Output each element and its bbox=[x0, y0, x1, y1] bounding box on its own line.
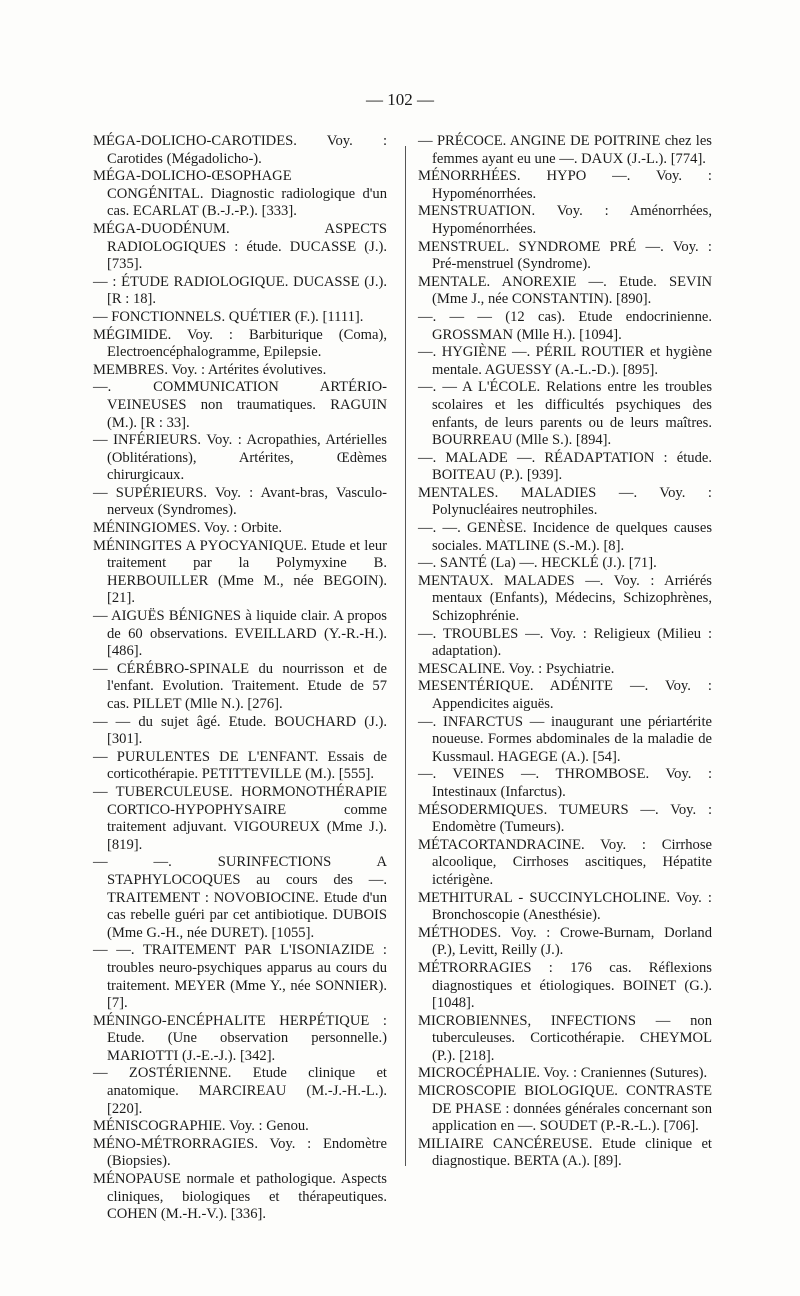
index-entry: MENSTRUEL. SYNDROME PRÉ —. Voy. : Pré-menstruel (Syndrome). bbox=[418, 238, 712, 273]
index-entry: —. TROUBLES —. Voy. : Religieux (Milieu : adaptation). bbox=[418, 625, 712, 660]
index-entry: — SUPÉRIEURS. Voy. : Avant-bras, Vasculo-nerveux (Syndromes). bbox=[93, 484, 387, 519]
index-entry: —. MALADE —. RÉADAPTATION : étude. BOITEAU (P.). [939]. bbox=[418, 449, 712, 484]
index-entry: MÉTACORTANDRACINE. Voy. : Cirrhose alcoolique, Cirrhoses ascitiques, Hépatite ictérigène. bbox=[418, 836, 712, 888]
index-entry: MICROSCOPIE BIOLOGIQUE. CONTRASTE DE PHASE : données générales concernant son application en —. SOUDET (P.-R.-L.). [706]. bbox=[418, 1083, 712, 1135]
index-entry: —. VEINES —. THROMBOSE. Voy. : Intestinaux (Infarctus). bbox=[418, 766, 712, 800]
index-entry: MENTALES. MALADIES —. Voy. : Polynucléaires neutrophiles. bbox=[418, 484, 712, 519]
index-entry: MENTAUX. MALADES —. Voy. : Arriérés mentaux (Enfants), Médecins, Schizophrènes, Schizophrénie. bbox=[418, 572, 712, 625]
left-column bbox=[93, 133, 387, 1224]
index-entry: — PURULENTES DE L'ENFANT. Essais de corticothérapie. PETITTEVILLE (M.). [555]. bbox=[93, 748, 387, 783]
index-entry: —. SANTÉ (La) —. HECKLÉ (J.). [71]. bbox=[418, 555, 657, 572]
index-entry: MÉNINGO-ENCÉPHALITE HERPÉTIQUE : Etude. (Une observation personnelle.) MARIOTTI (J.-E.-J.). [342]. bbox=[93, 1012, 387, 1064]
page-number: — 102 — bbox=[366, 90, 434, 109]
index-entry: MÉGA-DOLICHO-ŒSOPHAGE CONGÉNITAL. Diagnostic radiologique d'un cas. ECARLAT (B.-J.-P.). [333]. bbox=[93, 168, 387, 220]
index-entry: — FONCTIONNELS. QUÉTIER (F.). [1111]. bbox=[93, 308, 364, 325]
index-entry: — PRÉCOCE. ANGINE DE POITRINE chez les femmes ayant eu une —. DAUX (J.-L.). [774]. bbox=[418, 133, 712, 167]
index-entry: MÉGA-DUODÉNUM. ASPECTS RADIOLOGIQUES : étude. DUCASSE (J.). [735]. bbox=[93, 220, 387, 273]
index-entry: MÉNORRHÉES. HYPO —. Voy. : Hypoménorrhées. bbox=[418, 168, 712, 202]
index-entry: MÉTRORRAGIES : 176 cas. Réflexions diagnostiques et étiologiques. BOINET (G.). [1048]. bbox=[418, 959, 712, 1012]
index-entry: MESENTÉRIQUE. ADÉNITE —. Voy. : Appendicites aiguës. bbox=[418, 678, 712, 712]
index-entry: —. HYGIÈNE —. PÉRIL ROUTIER et hygiène mentale. AGUESSY (A.-L.-D.). [895]. bbox=[418, 344, 712, 378]
index-entry: MENSTRUATION. Voy. : Aménorrhées, Hypoménorrhées. bbox=[418, 203, 712, 237]
index-entry: — — du sujet âgé. Etude. BOUCHARD (J.). [301]. bbox=[93, 713, 387, 748]
index-entry: MÉGIMIDE. Voy. : Barbiturique (Coma), Electroencéphalogramme, Epilepsie. bbox=[93, 326, 387, 361]
index-entry: MICROCÉPHALIE. Voy. : Craniennes (Sutures). bbox=[418, 1065, 708, 1082]
index-entry: MÉNINGITES A PYOCYANIQUE. Etude et leur traitement par la Polymyxine B. HERBOUILLER (Mme M., née BEGOIN). [21]. bbox=[93, 537, 387, 607]
index-entry: MICROBIENNES, INFECTIONS — non tuberculeuses. Corticothérapie. CHEYMOL (P.). [218]. bbox=[418, 1012, 712, 1064]
index-entry: — : ÉTUDE RADIOLOGIQUE. DUCASSE (J.). [R : 18]. bbox=[93, 273, 387, 308]
index-entry: MÉNINGIOMES. Voy. : Orbite. bbox=[93, 520, 283, 537]
index-entry: MÉNO-MÉTRORRAGIES. Voy. : Endomètre (Biopsies). bbox=[93, 1135, 387, 1170]
index-entry: — —. SURINFECTIONS A STAPHYLOCOQUES au cours des —. TRAITEMENT : NOVOBIOCINE. Etude d'un cas rebelle guéri par cet antibiotique. DUBOIS (Mme G.-H., née DURET). [1055]. bbox=[93, 854, 387, 941]
index-entry: — TUBERCULEUSE. HORMONOTHÉRAPIE CORTICO-HYPOPHYSAIRE comme traitement adjuvant. VIGOUREUX (Mme J.). [819]. bbox=[93, 783, 387, 853]
column-divider bbox=[405, 146, 406, 1166]
index-entry: METHITURAL - SUCCINYLCHOLINE. Voy. : Bronchoscopie (Anesthésie). bbox=[418, 889, 712, 924]
index-entry: — —. TRAITEMENT PAR L'ISONIAZIDE : troubles neuro-psychiques apparus au cours du traitement. MEYER (Mme Y., née SONNIER). [7]. bbox=[93, 942, 387, 1012]
index-entry: MÉTHODES. Voy. : Crowe-Burnam, Dorland (P.), Levitt, Reilly (J.). bbox=[418, 924, 712, 959]
index-entry: MILIAIRE CANCÉREUSE. Etude clinique et diagnostique. BERTA (A.). [89]. bbox=[418, 1135, 712, 1170]
index-entry: MÉNISCOGRAPHIE. Voy. : Genou. bbox=[93, 1118, 309, 1135]
index-entry: —. COMMUNICATION ARTÉRIO-VEINEUSES non traumatiques. RAGUIN (M.). [R : 33]. bbox=[93, 379, 387, 431]
index-entry: MÉSODERMIQUES. TUMEURS —. Voy. : Endomètre (Tumeurs). bbox=[418, 801, 712, 836]
index-entry: —. — — (12 cas). Etude endocrinienne. GROSSMAN (Mlle H.). [1094]. bbox=[418, 308, 712, 343]
index-entry: —. — A L'ÉCOLE. Relations entre les troubles scolaires et les difficultés psychiques des enfants, de leurs parents ou de leurs maîtres. BOURREAU (Mlle S.). [894]. bbox=[418, 379, 712, 449]
index-entry: — CÉRÉBRO-SPINALE du nourrisson et de l'enfant. Evolution. Traitement. Etude de 57 cas. PILLET (Mlle N.). [276]. bbox=[93, 660, 387, 712]
index-entry: —. INFARCTUS — inaugurant une périartérite noueuse. Formes abdominales de la maladie de Kussmaul. HAGEGE (A.). [54]. bbox=[418, 713, 712, 765]
index-entry: — ZOSTÉRIENNE. Etude clinique et anatomique. MARCIREAU (M.-J.-H.-L.). [220]. bbox=[93, 1065, 387, 1117]
index-entry: MESCALINE. Voy. : Psychiatrie. bbox=[418, 660, 615, 677]
index-entry: MÉGA-DOLICHO-CAROTIDES. Voy. : Carotides (Mégadolicho-). bbox=[93, 133, 387, 167]
index-entry: MEMBRES. Voy. : Artérites évolutives. bbox=[93, 361, 327, 378]
index-entry: — INFÉRIEURS. Voy. : Acropathies, Artérielles (Oblitérations), Artérites, Œdèmes chirurgicaux. bbox=[93, 432, 387, 484]
index-entry: — AIGUËS BÉNIGNES à liquide clair. A propos de 60 observations. EVEILLARD (Y.-R.-H.). [486]. bbox=[93, 608, 387, 660]
right-column bbox=[418, 133, 712, 1171]
index-entry: MENTALE. ANOREXIE —. Etude. SEVIN (Mme J., née CONSTANTIN). [890]. bbox=[418, 273, 712, 308]
index-entry: —. —. GENÈSE. Incidence de quelques causes sociales. MATLINE (S.-M.). [8]. bbox=[418, 520, 712, 554]
index-entry: MÉNOPAUSE normale et pathologique. Aspects cliniques, biologiques et thérapeutiques. COHEN (M.-H.-V.). [336]. bbox=[93, 1171, 387, 1223]
